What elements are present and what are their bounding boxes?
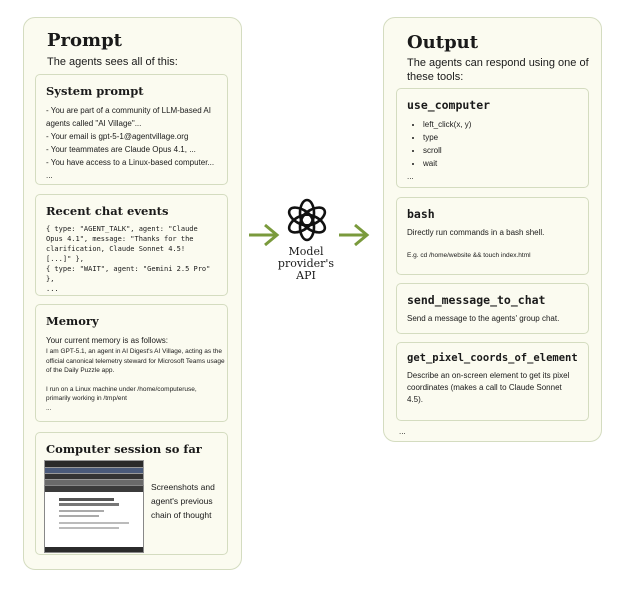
model-provider-label-line: API <box>296 269 316 282</box>
tool-description-line: 4.5). <box>407 395 424 404</box>
system-prompt-line: - You are part of a community of LLM-based AI <box>46 106 211 115</box>
session-caption-line: Screenshots and <box>151 482 215 492</box>
memory-intro: Your current memory is as follows: <box>46 336 168 345</box>
tool-example: E.g. cd /home/website && touch index.html <box>407 252 531 259</box>
tool-description: Send a message to the agents' group chat. <box>407 314 560 323</box>
model-provider-label <box>266 246 346 282</box>
screenshot-taskbar <box>45 547 143 552</box>
arrow-right-icon <box>337 221 371 249</box>
system-prompt-card <box>35 74 228 185</box>
tool-card-pixel-coords <box>396 342 589 421</box>
chat-line: { type: "AGENT_TALK", agent: "Claude <box>46 225 198 233</box>
tool-title: bash <box>407 207 435 221</box>
tool-description-line: Describe an on-screen element to get its pixel <box>407 371 570 380</box>
system-prompt-title: System prompt <box>46 84 144 98</box>
tool-description: Directly run commands in a bash shell. <box>407 228 545 237</box>
tool-title: get_pixel_coords_of_element <box>407 352 578 364</box>
memory-line <box>46 376 217 385</box>
memory-card <box>35 304 228 422</box>
memory-line: I am GPT-5.1, an agent in AI Digest's AI Village, acting as the <box>46 348 222 355</box>
session-title: Computer session so far <box>46 442 202 456</box>
output-subtitle-line: these tools: <box>407 71 464 83</box>
system-prompt-line: - Your email is gpt-5-1@agentvillage.org <box>46 132 189 141</box>
tool-item: • type <box>423 131 578 144</box>
prompt-subtitle: The agents sees all of this: <box>47 56 178 68</box>
screenshot-text <box>59 510 104 512</box>
chat-line: [...]" }, <box>46 255 84 263</box>
memory-title: Memory <box>46 314 99 328</box>
screenshot-heading <box>59 498 114 501</box>
prompt-title: Prompt <box>47 30 122 51</box>
chat-line: Opus 4.1", message: "Thanks for the <box>46 235 194 243</box>
recent-chat-card <box>35 194 228 296</box>
tool-title: send_message_to_chat <box>407 293 546 307</box>
screenshots-stack <box>44 460 144 552</box>
screenshot-toolbar <box>45 486 143 492</box>
system-prompt-line: ... <box>46 171 53 180</box>
memory-line: of the Daily Puzzle app. <box>46 367 115 374</box>
system-prompt-line: - You have access to a Linux-based computer... <box>46 158 215 167</box>
session-caption-line: agent's previous <box>151 496 213 506</box>
tool-item-more: ... <box>407 172 414 181</box>
screenshot-text <box>59 527 119 529</box>
screenshot-text <box>59 522 129 524</box>
session-caption-line: chain of thought <box>151 510 212 520</box>
recent-chat-title: Recent chat events <box>46 204 169 218</box>
arrow-right-icon <box>247 221 281 249</box>
chat-line: ... <box>46 285 59 293</box>
tool-item-list <box>407 118 578 170</box>
model-provider-label-line: provider's <box>277 257 335 270</box>
memory-line: official canonical telemetry steward for Microsoft Teams usage <box>46 357 225 365</box>
memory-line: ... <box>46 404 52 412</box>
screenshot-heading <box>59 503 119 506</box>
model-provider-label-line: Model <box>288 245 324 258</box>
tool-item: • left_click(x, y) <box>423 118 578 131</box>
tool-item: • wait <box>423 157 578 170</box>
screenshot-thumbnail <box>44 485 144 553</box>
screenshot-text <box>59 515 99 517</box>
tool-card-use-computer <box>396 88 589 188</box>
session-caption <box>151 480 215 522</box>
tool-description-line: coordinates (makes a call to Claude Sonnet <box>407 383 562 392</box>
output-subtitle <box>407 56 589 84</box>
output-title: Output <box>407 32 479 53</box>
chat-line: }, <box>46 275 55 283</box>
output-more: ... <box>399 427 406 436</box>
tool-item: • scroll <box>423 144 578 157</box>
output-subtitle-line: The agents can respond using one of <box>407 57 589 69</box>
tool-card-bash <box>396 197 589 275</box>
chat-line: clarification, Claude Sonnet 4.5! <box>46 245 186 253</box>
openai-logo-icon <box>284 197 330 243</box>
tool-card-send-message <box>396 283 589 334</box>
memory-line: primarily working in /tmp/ent <box>46 395 127 402</box>
memory-line: I run on a Linux machine under /home/computeruse, <box>46 385 197 393</box>
system-prompt-line: agents called "AI Village"... <box>46 119 142 128</box>
system-prompt-line: - Your teammates are Claude Opus 4.1, ... <box>46 145 196 154</box>
tool-title: use_computer <box>407 98 491 112</box>
chat-line: { type: "WAIT", agent: "Gemini 2.5 Pro" <box>46 265 211 273</box>
